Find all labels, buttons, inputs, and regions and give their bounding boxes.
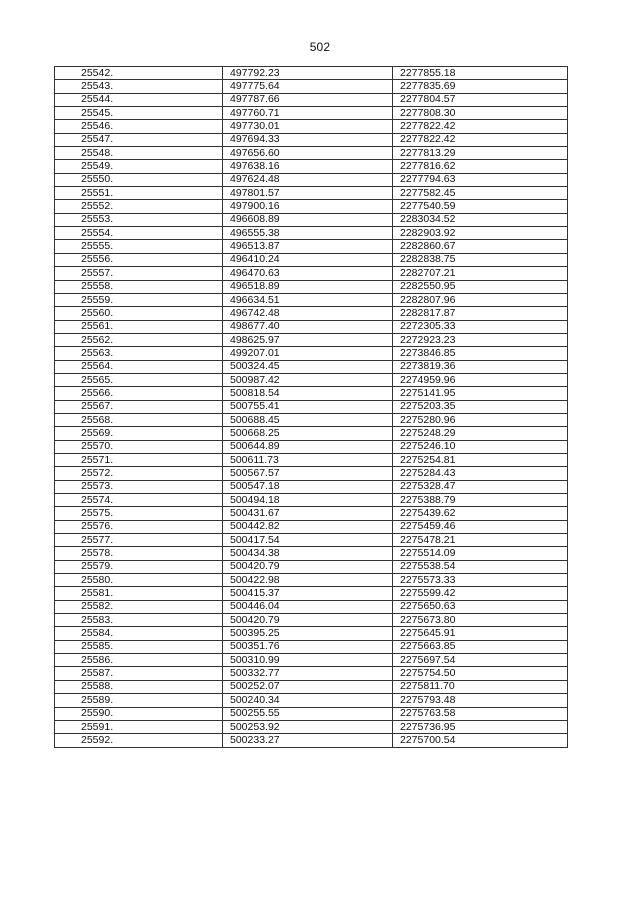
table-row xyxy=(55,267,568,280)
table-row xyxy=(55,627,568,640)
y-coordinate-cell: 2282838.75 xyxy=(393,253,568,266)
table-row xyxy=(55,133,568,146)
y-coordinate-cell: 2282707.21 xyxy=(393,267,568,280)
point-number-cell: 25545. xyxy=(55,107,223,120)
table-row xyxy=(55,173,568,186)
point-number-cell: 25566. xyxy=(55,387,223,400)
x-coordinate-cell: 500611.73 xyxy=(223,453,393,466)
table-row xyxy=(55,694,568,707)
y-coordinate-cell: 2275793.48 xyxy=(393,694,568,707)
x-coordinate-cell: 497624.48 xyxy=(223,173,393,186)
x-coordinate-cell: 500395.25 xyxy=(223,627,393,640)
point-number-cell: 25575. xyxy=(55,507,223,520)
point-number-cell: 25548. xyxy=(55,147,223,160)
x-coordinate-cell: 500310.99 xyxy=(223,654,393,667)
table-row xyxy=(55,93,568,106)
x-coordinate-cell: 500668.25 xyxy=(223,427,393,440)
point-number-cell: 25553. xyxy=(55,213,223,226)
x-coordinate-cell: 497775.64 xyxy=(223,80,393,93)
y-coordinate-cell: 2275284.43 xyxy=(393,467,568,480)
table-row xyxy=(55,600,568,613)
table-row xyxy=(55,467,568,480)
x-coordinate-cell: 500446.04 xyxy=(223,600,393,613)
y-coordinate-cell: 2277582.45 xyxy=(393,187,568,200)
point-number-cell: 25583. xyxy=(55,614,223,627)
y-coordinate-cell: 2275754.50 xyxy=(393,667,568,680)
table-row xyxy=(55,400,568,413)
table-row xyxy=(55,213,568,226)
table-row xyxy=(55,147,568,160)
x-coordinate-cell: 500755.41 xyxy=(223,400,393,413)
y-coordinate-cell: 2275763.58 xyxy=(393,707,568,720)
table-row xyxy=(55,574,568,587)
y-coordinate-cell: 2277855.18 xyxy=(393,67,568,80)
point-number-cell: 25551. xyxy=(55,187,223,200)
y-coordinate-cell: 2272305.33 xyxy=(393,320,568,333)
table-row xyxy=(55,280,568,293)
table-row xyxy=(55,120,568,133)
x-coordinate-cell: 500420.79 xyxy=(223,614,393,627)
y-coordinate-cell: 2282903.92 xyxy=(393,227,568,240)
point-number-cell: 25586. xyxy=(55,654,223,667)
y-coordinate-cell: 2282550.95 xyxy=(393,280,568,293)
table-row xyxy=(55,240,568,253)
table-row xyxy=(55,227,568,240)
point-number-cell: 25543. xyxy=(55,80,223,93)
x-coordinate-cell: 500567.57 xyxy=(223,467,393,480)
y-coordinate-cell: 2282807.96 xyxy=(393,293,568,306)
table-row xyxy=(55,320,568,333)
point-number-cell: 25562. xyxy=(55,333,223,346)
point-number-cell: 25542. xyxy=(55,67,223,80)
coordinates-table-body xyxy=(55,67,568,748)
point-number-cell: 25550. xyxy=(55,173,223,186)
table-row xyxy=(55,427,568,440)
x-coordinate-cell: 497656.60 xyxy=(223,147,393,160)
table-row xyxy=(55,80,568,93)
y-coordinate-cell: 2275645.91 xyxy=(393,627,568,640)
y-coordinate-cell: 2275599.42 xyxy=(393,587,568,600)
point-number-cell: 25581. xyxy=(55,587,223,600)
y-coordinate-cell: 2273819.36 xyxy=(393,360,568,373)
y-coordinate-cell: 2277794.63 xyxy=(393,173,568,186)
y-coordinate-cell: 2277540.59 xyxy=(393,200,568,213)
table-row xyxy=(55,333,568,346)
point-number-cell: 25568. xyxy=(55,413,223,426)
x-coordinate-cell: 500240.34 xyxy=(223,694,393,707)
point-number-cell: 25552. xyxy=(55,200,223,213)
x-coordinate-cell: 498625.97 xyxy=(223,333,393,346)
x-coordinate-cell: 500255.55 xyxy=(223,707,393,720)
point-number-cell: 25564. xyxy=(55,360,223,373)
y-coordinate-cell: 2275811.70 xyxy=(393,680,568,693)
point-number-cell: 25565. xyxy=(55,373,223,386)
point-number-cell: 25573. xyxy=(55,480,223,493)
table-row xyxy=(55,587,568,600)
point-number-cell: 25560. xyxy=(55,307,223,320)
point-number-cell: 25544. xyxy=(55,93,223,106)
point-number-cell: 25558. xyxy=(55,280,223,293)
y-coordinate-cell: 2275280.96 xyxy=(393,413,568,426)
table-row xyxy=(55,347,568,360)
point-number-cell: 25549. xyxy=(55,160,223,173)
point-number-cell: 25557. xyxy=(55,267,223,280)
x-coordinate-cell: 496410.24 xyxy=(223,253,393,266)
x-coordinate-cell: 500431.67 xyxy=(223,507,393,520)
table-row xyxy=(55,654,568,667)
x-coordinate-cell: 497730.01 xyxy=(223,120,393,133)
y-coordinate-cell: 2274959.96 xyxy=(393,373,568,386)
x-coordinate-cell: 497792.23 xyxy=(223,67,393,80)
table-row xyxy=(55,640,568,653)
y-coordinate-cell: 2275246.10 xyxy=(393,440,568,453)
table-row xyxy=(55,200,568,213)
y-coordinate-cell: 2277816.62 xyxy=(393,160,568,173)
table-row xyxy=(55,373,568,386)
y-coordinate-cell: 2275328.47 xyxy=(393,480,568,493)
point-number-cell: 25577. xyxy=(55,534,223,547)
point-number-cell: 25554. xyxy=(55,227,223,240)
point-number-cell: 25556. xyxy=(55,253,223,266)
y-coordinate-cell: 2275459.46 xyxy=(393,520,568,533)
table-row xyxy=(55,534,568,547)
y-coordinate-cell: 2282817.87 xyxy=(393,307,568,320)
y-coordinate-cell: 2275203.35 xyxy=(393,400,568,413)
x-coordinate-cell: 500233.27 xyxy=(223,734,393,747)
x-coordinate-cell: 500420.79 xyxy=(223,560,393,573)
point-number-cell: 25570. xyxy=(55,440,223,453)
point-number-cell: 25585. xyxy=(55,640,223,653)
x-coordinate-cell: 497900.16 xyxy=(223,200,393,213)
y-coordinate-cell: 2275388.79 xyxy=(393,494,568,507)
x-coordinate-cell: 499207.01 xyxy=(223,347,393,360)
x-coordinate-cell: 500422.98 xyxy=(223,574,393,587)
x-coordinate-cell: 498677.40 xyxy=(223,320,393,333)
table-row xyxy=(55,720,568,733)
point-number-cell: 25561. xyxy=(55,320,223,333)
table-row xyxy=(55,187,568,200)
x-coordinate-cell: 500415.37 xyxy=(223,587,393,600)
x-coordinate-cell: 497694.33 xyxy=(223,133,393,146)
y-coordinate-cell: 2275573.33 xyxy=(393,574,568,587)
y-coordinate-cell: 2277808.30 xyxy=(393,107,568,120)
y-coordinate-cell: 2275663.85 xyxy=(393,640,568,653)
point-number-cell: 25578. xyxy=(55,547,223,560)
point-number-cell: 25576. xyxy=(55,520,223,533)
x-coordinate-cell: 500442.82 xyxy=(223,520,393,533)
page-number: 502 xyxy=(309,40,331,54)
y-coordinate-cell: 2283034.52 xyxy=(393,213,568,226)
x-coordinate-cell: 496518.89 xyxy=(223,280,393,293)
x-coordinate-cell: 496608.89 xyxy=(223,213,393,226)
y-coordinate-cell: 2275439.62 xyxy=(393,507,568,520)
point-number-cell: 25547. xyxy=(55,133,223,146)
point-number-cell: 25588. xyxy=(55,680,223,693)
x-coordinate-cell: 500417.54 xyxy=(223,534,393,547)
y-coordinate-cell: 2275700.54 xyxy=(393,734,568,747)
table-row xyxy=(55,734,568,747)
y-coordinate-cell: 2275673.80 xyxy=(393,614,568,627)
point-number-cell: 25591. xyxy=(55,720,223,733)
y-coordinate-cell: 2277835.69 xyxy=(393,80,568,93)
table-row xyxy=(55,480,568,493)
point-number-cell: 25579. xyxy=(55,560,223,573)
x-coordinate-cell: 500688.45 xyxy=(223,413,393,426)
table-row xyxy=(55,67,568,80)
x-coordinate-cell: 500324.45 xyxy=(223,360,393,373)
y-coordinate-cell: 2277813.29 xyxy=(393,147,568,160)
point-number-cell: 25563. xyxy=(55,347,223,360)
y-coordinate-cell: 2277822.42 xyxy=(393,133,568,146)
y-coordinate-cell: 2275650.63 xyxy=(393,600,568,613)
x-coordinate-cell: 500253.92 xyxy=(223,720,393,733)
table-row xyxy=(55,547,568,560)
point-number-cell: 25584. xyxy=(55,627,223,640)
point-number-cell: 25589. xyxy=(55,694,223,707)
x-coordinate-cell: 500547.18 xyxy=(223,480,393,493)
x-coordinate-cell: 496555.38 xyxy=(223,227,393,240)
y-coordinate-cell: 2282860.67 xyxy=(393,240,568,253)
table-row xyxy=(55,453,568,466)
coordinates-table xyxy=(54,66,568,748)
point-number-cell: 25559. xyxy=(55,293,223,306)
table-row xyxy=(55,680,568,693)
y-coordinate-cell: 2275248.29 xyxy=(393,427,568,440)
point-number-cell: 25582. xyxy=(55,600,223,613)
point-number-cell: 25572. xyxy=(55,467,223,480)
x-coordinate-cell: 500252.07 xyxy=(223,680,393,693)
table-row xyxy=(55,413,568,426)
x-coordinate-cell: 500332.77 xyxy=(223,667,393,680)
y-coordinate-cell: 2277822.42 xyxy=(393,120,568,133)
table-row xyxy=(55,494,568,507)
table-row xyxy=(55,707,568,720)
y-coordinate-cell: 2275538.54 xyxy=(393,560,568,573)
table-row xyxy=(55,307,568,320)
x-coordinate-cell: 496742.48 xyxy=(223,307,393,320)
table-row xyxy=(55,440,568,453)
point-number-cell: 25555. xyxy=(55,240,223,253)
point-number-cell: 25580. xyxy=(55,574,223,587)
point-number-cell: 25571. xyxy=(55,453,223,466)
y-coordinate-cell: 2272923.23 xyxy=(393,333,568,346)
x-coordinate-cell: 500987.42 xyxy=(223,373,393,386)
point-number-cell: 25587. xyxy=(55,667,223,680)
y-coordinate-cell: 2275141.95 xyxy=(393,387,568,400)
table-row xyxy=(55,360,568,373)
x-coordinate-cell: 497638.16 xyxy=(223,160,393,173)
x-coordinate-cell: 500434.38 xyxy=(223,547,393,560)
point-number-cell: 25590. xyxy=(55,707,223,720)
table-row xyxy=(55,507,568,520)
point-number-cell: 25567. xyxy=(55,400,223,413)
x-coordinate-cell: 500644.89 xyxy=(223,440,393,453)
point-number-cell: 25546. xyxy=(55,120,223,133)
x-coordinate-cell: 500494.18 xyxy=(223,494,393,507)
table-row xyxy=(55,160,568,173)
x-coordinate-cell: 497801.57 xyxy=(223,187,393,200)
table-row xyxy=(55,107,568,120)
x-coordinate-cell: 497760.71 xyxy=(223,107,393,120)
table-row xyxy=(55,387,568,400)
y-coordinate-cell: 2275254.81 xyxy=(393,453,568,466)
table-row xyxy=(55,293,568,306)
y-coordinate-cell: 2275478.21 xyxy=(393,534,568,547)
y-coordinate-cell: 2275514.09 xyxy=(393,547,568,560)
x-coordinate-cell: 497787.66 xyxy=(223,93,393,106)
x-coordinate-cell: 500818.54 xyxy=(223,387,393,400)
point-number-cell: 25569. xyxy=(55,427,223,440)
y-coordinate-cell: 2277804.57 xyxy=(393,93,568,106)
point-number-cell: 25574. xyxy=(55,494,223,507)
point-number-cell: 25592. xyxy=(55,734,223,747)
x-coordinate-cell: 500351.76 xyxy=(223,640,393,653)
x-coordinate-cell: 496634.51 xyxy=(223,293,393,306)
x-coordinate-cell: 496513.87 xyxy=(223,240,393,253)
table-row xyxy=(55,614,568,627)
x-coordinate-cell: 496470.63 xyxy=(223,267,393,280)
table-row xyxy=(55,667,568,680)
y-coordinate-cell: 2275697.54 xyxy=(393,654,568,667)
table-row xyxy=(55,253,568,266)
y-coordinate-cell: 2273846.85 xyxy=(393,347,568,360)
table-row xyxy=(55,560,568,573)
y-coordinate-cell: 2275736.95 xyxy=(393,720,568,733)
table-row xyxy=(55,520,568,533)
